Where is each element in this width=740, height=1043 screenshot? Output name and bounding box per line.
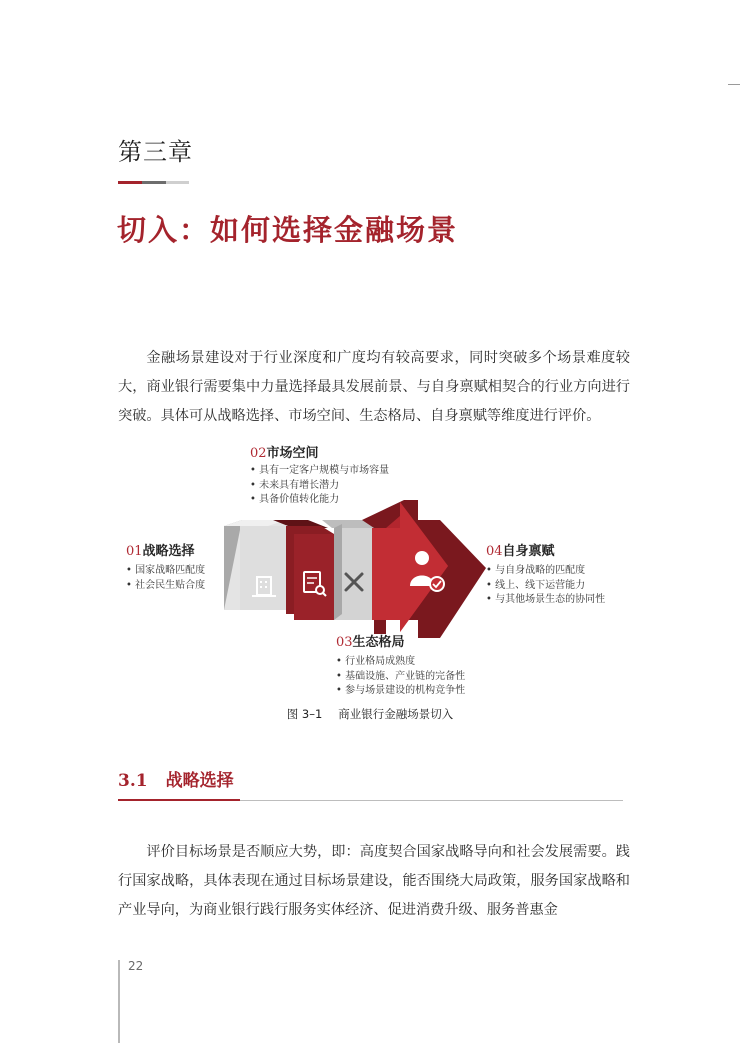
- dim-01-num: 01: [126, 544, 143, 559]
- section-paragraph: [118, 838, 630, 925]
- section-heading: [118, 766, 234, 791]
- dim-04-title: 自身禀赋: [502, 544, 555, 559]
- chapter-label: 第三章: [118, 138, 193, 166]
- chapter-rule-red: [118, 181, 142, 184]
- dim-03-list: [336, 655, 465, 699]
- section-paragraph-text: 评价目标场景是否顺应大势，即：高度契合国家战略导向和社会发展需要。践行国家战略，具体表现在通过目标场景建设，能否围绕大局政策，服务国家战略和产业导向，为商业银行践行服务实体经济、促进消费升级、服务普惠金: [118, 844, 630, 918]
- list-item: • 基础设施、产业链的完备性: [336, 670, 465, 685]
- dim-01-list: [126, 564, 205, 593]
- dim-03-heading: [336, 631, 405, 650]
- dim-02-list: [250, 464, 389, 508]
- chapter-rule: [118, 181, 189, 184]
- dim-03-num: 03: [336, 635, 353, 650]
- section-rule: [118, 800, 623, 801]
- dim-02-heading: [250, 442, 319, 461]
- list-item: • 社会民生贴合度: [126, 579, 205, 594]
- list-item: • 具备价值转化能力: [250, 493, 389, 508]
- list-item: • 线上、线下运营能力: [486, 579, 605, 594]
- dim-02-num: 02: [250, 446, 267, 461]
- figure-scene-entry: [118, 438, 630, 700]
- list-item: • 国家战略匹配度: [126, 564, 205, 579]
- chapter-title: 切入：如何选择金融场景: [117, 213, 459, 247]
- intro-paragraph: [118, 344, 630, 431]
- dim-04-list: [486, 564, 605, 608]
- block-3-side: [334, 524, 342, 620]
- chapter-rule-dark: [142, 181, 166, 184]
- block-2-front: [294, 534, 334, 620]
- list-item: • 行业格局成熟度: [336, 655, 465, 670]
- dim-04-heading: [486, 540, 555, 559]
- figure-caption-text: 商业银行金融场景切入: [338, 707, 454, 721]
- page-number: 22: [128, 959, 144, 973]
- section-title: 战略选择: [165, 771, 234, 791]
- dim-01-title: 战略选择: [142, 544, 195, 559]
- section-number: 3.1: [118, 771, 148, 791]
- dim-01-heading: [126, 540, 195, 559]
- dim-03-title: 生态格局: [352, 635, 405, 650]
- dim-04-num: 04: [486, 544, 503, 559]
- list-item: • 与自身战略的匹配度: [486, 564, 605, 579]
- page-bar: [118, 960, 120, 1043]
- figure-caption: [0, 706, 740, 722]
- dim-02-title: 市场空间: [266, 446, 319, 461]
- list-item: • 未来具有增长潜力: [250, 479, 389, 494]
- list-item: • 参与场景建设的机构竞争性: [336, 684, 465, 699]
- list-item: • 具有一定客户规模与市场容量: [250, 464, 389, 479]
- list-item: • 与其他场景生态的协同性: [486, 593, 605, 608]
- edge-mark: [728, 84, 740, 85]
- figure-caption-num: 图 3–1: [286, 707, 323, 721]
- intro-paragraph-text: 金融场景建设对于行业深度和广度均有较高要求，同时突破多个场景难度较大，商业银行需要集中力量选择最具发展前景、与自身禀赋相契合的行业方向进行突破。具体可从战略选择、市场空间、生态格局、自身禀赋等维度进行评价。: [118, 350, 630, 424]
- block-1-front: [240, 526, 286, 610]
- chapter-rule-light: [166, 181, 189, 184]
